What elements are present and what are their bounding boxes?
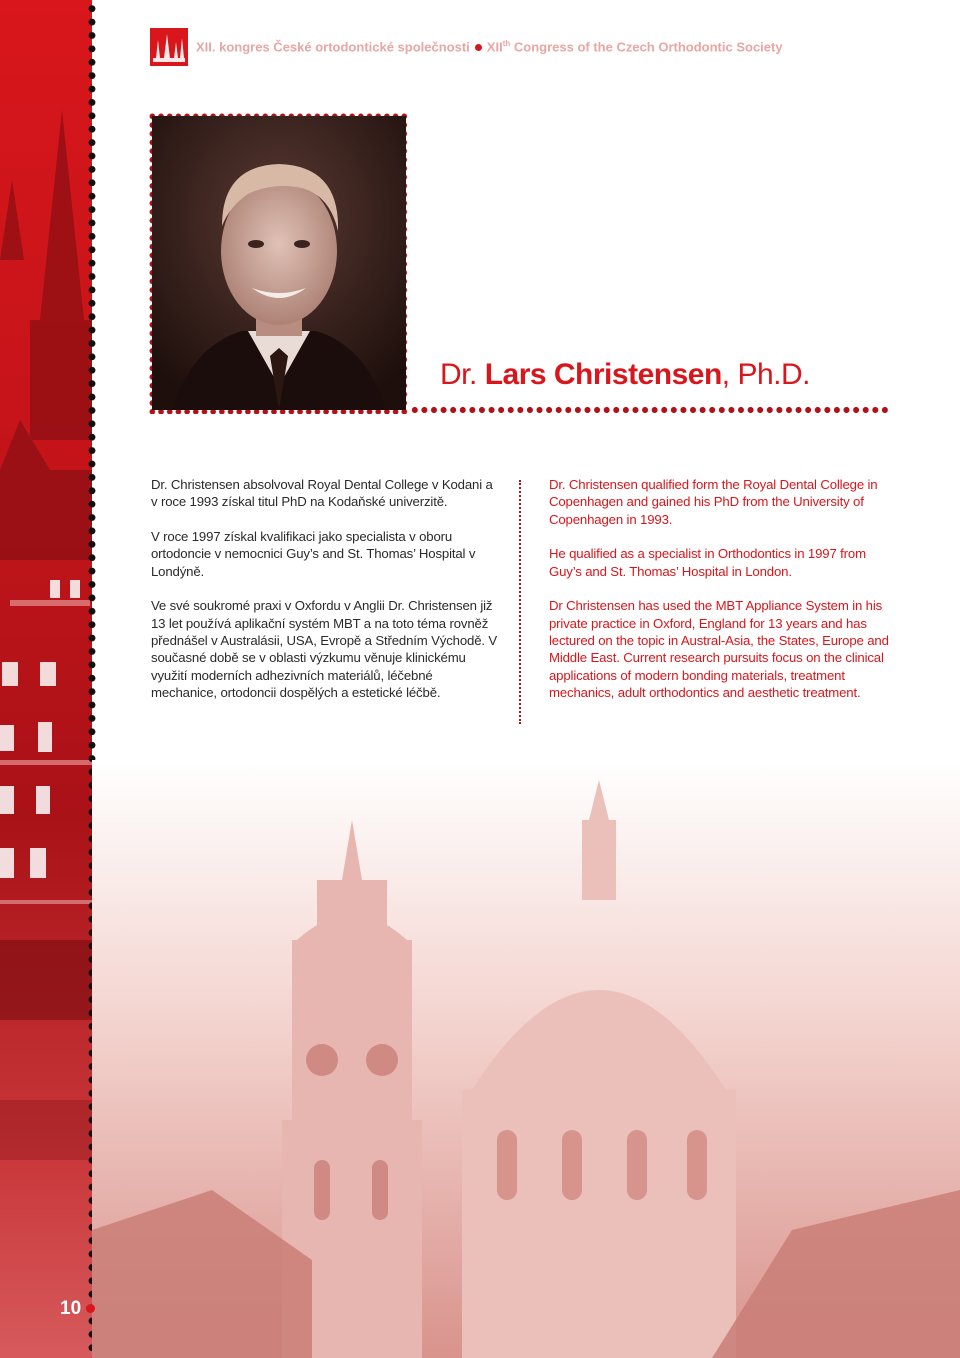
bio-cz-paragraph: Dr. Christensen absolvoval Royal Dental College v Kodani a v roce 1993 získal titul PhD na Kodaňské univerzitě.: [151, 477, 493, 510]
header-title-en-prefix: XII: [486, 39, 503, 55]
name-prefix: Dr.: [440, 358, 477, 391]
speaker-name-title: [440, 358, 810, 392]
header-title-en-sup: th: [502, 39, 511, 48]
bio-cz-paragraph: V roce 1997 získal kvalifikaci jako specialista v oboru ortodoncie v nemocnici Guy’s and St. Thomas’ Hospital v Londýně.: [151, 529, 476, 579]
bio-en-paragraph: He qualified as a specialist in Orthodontics in 1997 from Guy’s and St. Thomas’ Hospital in London.: [549, 546, 866, 579]
bio-en-paragraph: Dr Christensen has used the MBT Appliance System in his private practice in Oxford, England for 13 years and has lectured on the topic in Austral-Asia, the States, Europe and Middle East. Current research pursuits focus on the clinical applications of modern bonding materials, treatment mechanics, adult orthodontics and aesthetic treatment.: [549, 598, 889, 700]
name-suffix: , Ph.D.: [721, 358, 810, 391]
page-number-dot-icon: [86, 1304, 95, 1313]
bullet-icon: [475, 44, 482, 51]
header-title-en: Congress of the Czech Orthodontic Society: [513, 39, 783, 55]
bio-en-paragraph: Dr. Christensen qualified form the Royal Dental College in Copenhagen and gained his PhD from the University of Copenhagen in 1993.: [549, 477, 878, 527]
column-divider: [519, 480, 524, 724]
congress-logo-icon: [150, 28, 188, 66]
bio-cz-paragraph: Ve své soukromé praxi v Oxfordu v Anglii Dr. Christensen již 13 let používá aplikační systém MBT a na toto téma rovněž přednášel v Australásii, USA, Evropě a Středním Východě. V současné době se v oblasti výzkumu věnuje klinickému využití moderních adhezivních materiálů, léčebné mechanice, ortodoncii dospělých a estetické léčbě.: [151, 598, 498, 700]
bio-english-column: [549, 476, 894, 719]
page-number: 10: [60, 1298, 82, 1319]
portrait-illustration: [152, 116, 406, 410]
header-title-cz: XII. kongres České ortodontické společnosti: [196, 39, 470, 55]
header-title: [196, 39, 783, 54]
left-decorative-strip: [0, 0, 92, 1358]
title-dotted-rule: [410, 405, 890, 415]
speaker-photo: [152, 116, 406, 410]
bio-czech-column: [151, 476, 501, 719]
name-main: Lars Christensen: [484, 358, 722, 391]
prague-rooftops-illustration: [0, 0, 92, 1358]
background-church-illustration: [92, 760, 960, 1358]
